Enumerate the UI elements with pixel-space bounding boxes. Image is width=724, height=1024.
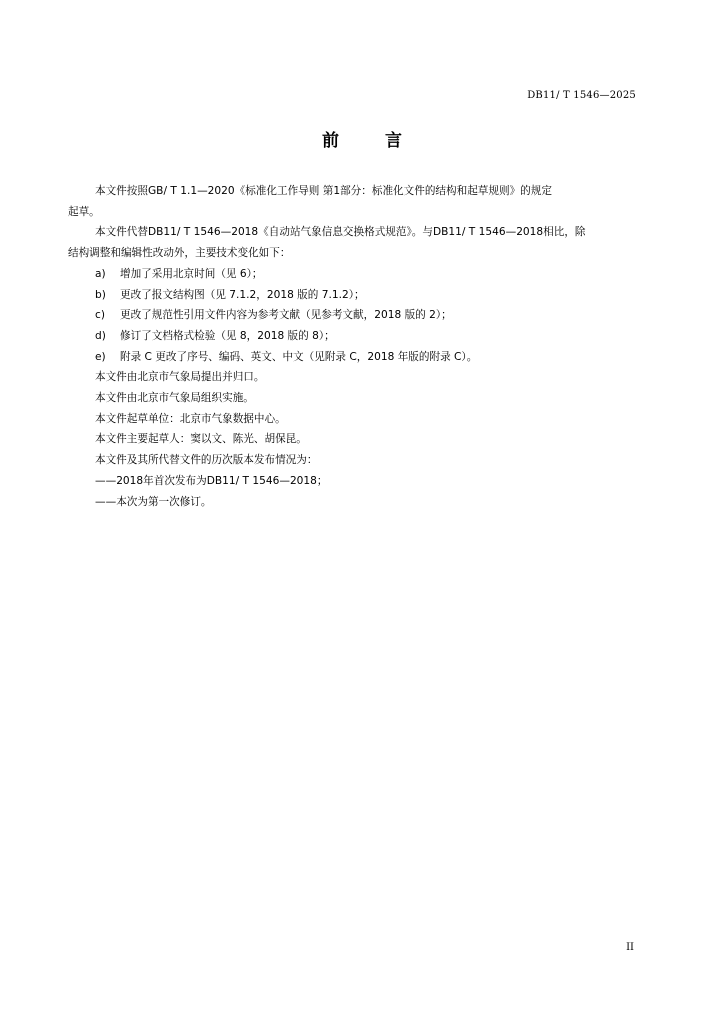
- paragraph-implementer: 本文件由北京市气象局组织实施。: [95, 392, 254, 405]
- list-item-text: 更改了规范性引用文件内容为参考文献（见参考文献，2018 版的 2）；: [120, 309, 452, 322]
- paragraph-drafters: 本文件主要起草人：窦以文、陈光、胡保昆。: [95, 433, 307, 446]
- page-number: II: [626, 942, 634, 953]
- list-item-text: 附录 C 更改了序号、编码、英文、中文（见附录 C，2018 年版的附录 C）。: [120, 350, 478, 363]
- list-item: [88, 347, 636, 368]
- page-title: 前 言: [322, 131, 422, 151]
- list-item-text: 更改了报文结构图（见 7.1.2，2018 版的 7.1.2）；: [120, 288, 365, 301]
- list-item: [88, 326, 636, 347]
- list-item-label: b): [95, 288, 106, 301]
- list-item-label: e): [95, 350, 106, 363]
- paragraph-drafting-basis: 本文件按照GB/ T 1.1—2020《标准化工作导则 第1部分：标准化文件的结构和起草规则》的规定: [95, 185, 552, 197]
- paragraph-drafting-basis-continued: 起草。: [68, 205, 100, 218]
- paragraph-version-history: 本文件及其所代替文件的历次版本发布情况为：: [95, 454, 318, 467]
- paragraph-replacement-continued: 结构调整和编辑性改动外，主要技术变化如下：: [68, 247, 291, 260]
- list-item-label: d): [95, 329, 106, 342]
- document-code-header: DB11/ T 1546—2025: [527, 90, 636, 101]
- list-item-text: 增加了采用北京时间（见 6）；: [120, 267, 263, 280]
- list-item-label: a): [95, 267, 106, 280]
- history-item: ——2018年首次发布为DB11/ T 1546—2018；: [95, 474, 328, 487]
- history-item: ——本次为第一次修订。: [95, 495, 212, 508]
- list-item: [88, 264, 636, 285]
- list-item-text: 修订了文档格式检验（见 8，2018 版的 8）；: [120, 329, 335, 342]
- list-item: [88, 285, 636, 306]
- paragraph-replacement: 本文件代替DB11/ T 1546—2018《自动站气象信息交换格式规范》。与DB11/ T 1546—2018相比，除: [95, 226, 586, 239]
- list-item: [88, 305, 636, 326]
- list-item-label: c): [95, 309, 105, 322]
- paragraph-proposer: 本文件由北京市气象局提出并归口。: [95, 371, 265, 384]
- paragraph-drafting-unit: 本文件起草单位：北京市气象数据中心。: [95, 412, 286, 425]
- foreword-body: [68, 181, 636, 512]
